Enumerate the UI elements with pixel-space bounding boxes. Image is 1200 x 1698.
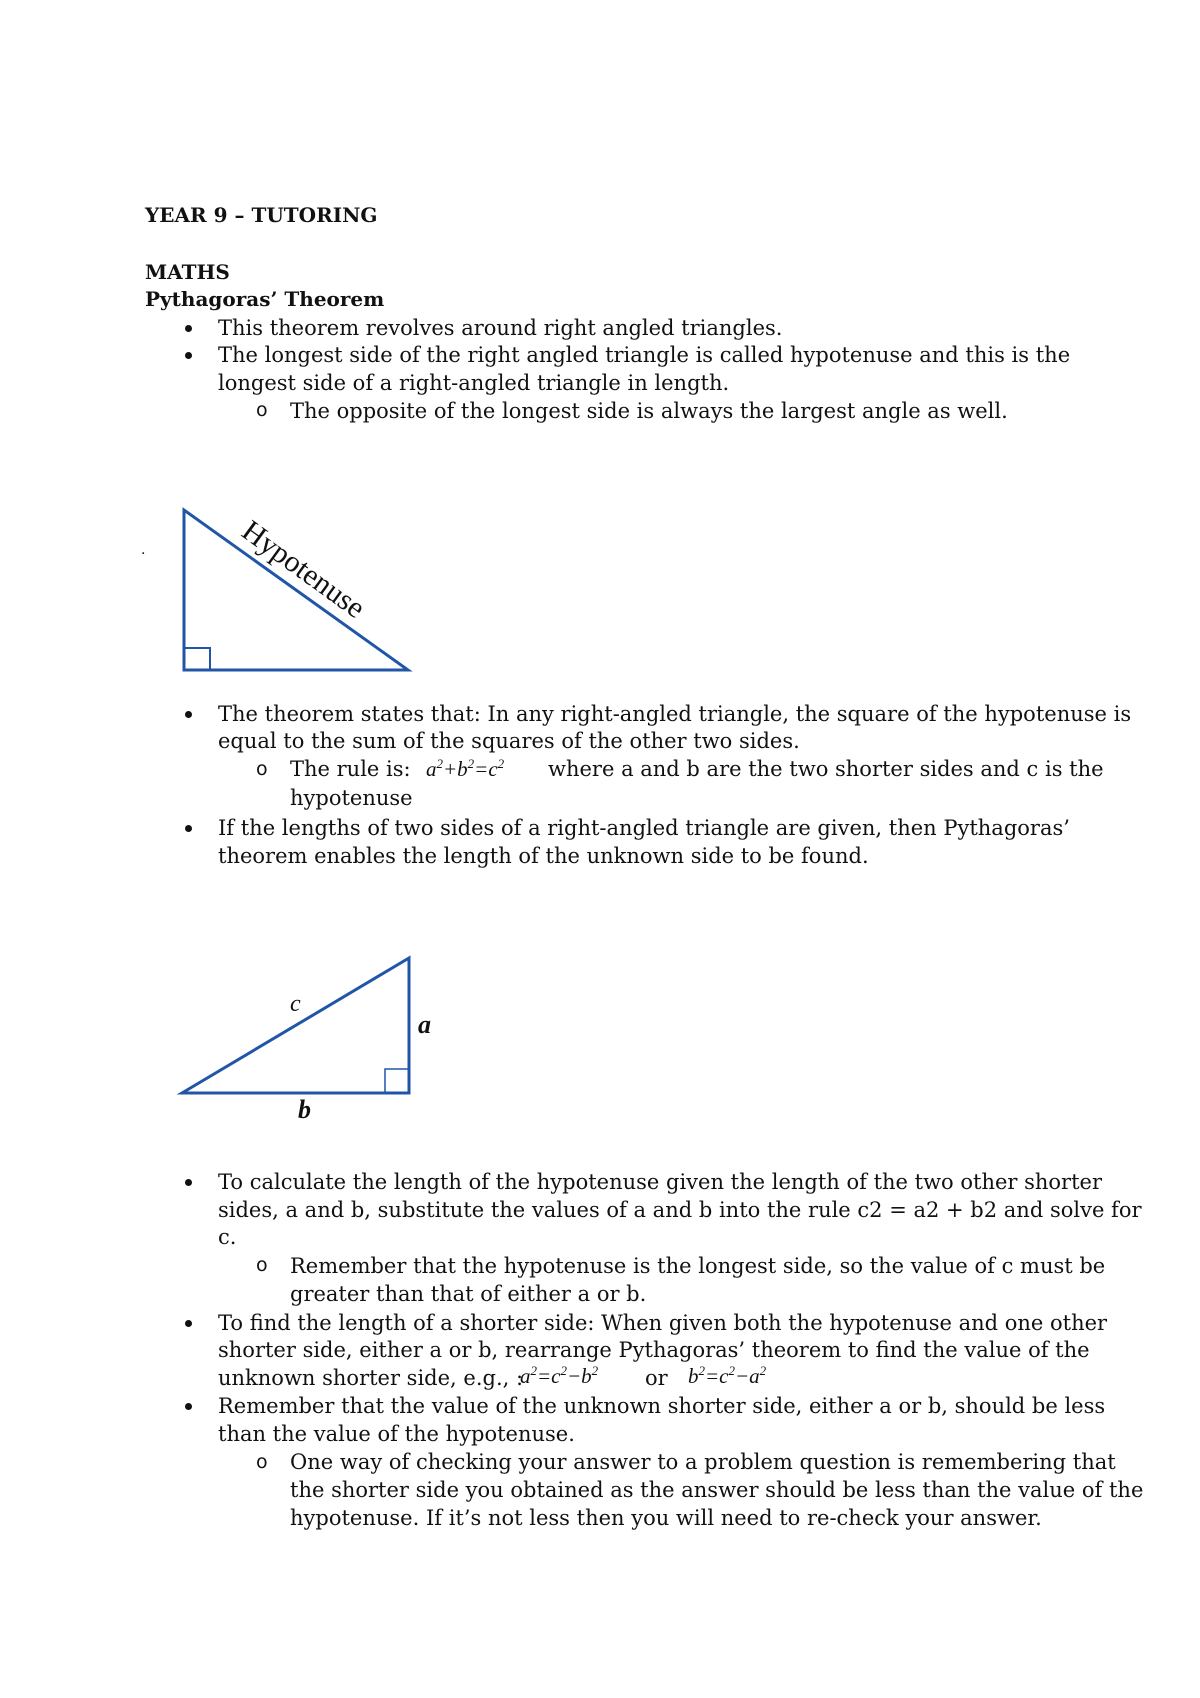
list-item-continuation: longest side of a right-angled triangle in length.	[218, 371, 730, 395]
or-connector: or	[645, 1366, 668, 1390]
list-item-continuation: shorter side, either a or b, rearrange Pythagoras’ theorem to find the value of the	[218, 1338, 1090, 1362]
stray-mark: .	[141, 542, 146, 558]
list-item-continuation: sides, a and b, substitute the values of a and b into the rule c2 = a2 + b2 and solve for	[218, 1198, 1142, 1222]
sub-bullet-icon: o	[256, 1254, 268, 1276]
document-title: YEAR 9 – TUTORING	[145, 203, 378, 227]
sub-list-item: The rule is:	[290, 757, 411, 781]
list-item: The longest side of the right angled triangle is called hypotenuse and this is the	[218, 343, 1071, 367]
list-item: To calculate the length of the hypotenuse given the length of the two other shorter	[218, 1170, 1102, 1194]
sub-list-item-continuation: the shorter side you obtained as the answer should be less than the value of the	[290, 1478, 1144, 1502]
list-item: The theorem states that: In any right-angled triangle, the square of the hypotenuse is	[218, 702, 1132, 726]
list-item: This theorem revolves around right angled triangles.	[218, 316, 783, 340]
list-item: Remember that the value of the unknown shorter side, either a or b, should be less	[218, 1394, 1106, 1418]
sub-list-item: One way of checking your answer to a problem question is remembering that	[290, 1450, 1116, 1474]
bullet-icon	[185, 1179, 192, 1186]
list-item-continuation: c.	[218, 1225, 237, 1249]
sub-list-item-continuation: greater than that of either a or b.	[290, 1282, 647, 1306]
sub-list-item: Remember that the hypotenuse is the longest side, so the value of c must be	[290, 1254, 1106, 1278]
sub-list-item: The opposite of the longest side is always the largest angle as well.	[290, 399, 1008, 423]
topic-heading: Pythagoras’ Theorem	[145, 287, 385, 311]
sub-bullet-icon: o	[256, 399, 268, 421]
right-angle-marker	[385, 1069, 409, 1093]
subject-heading: MATHS	[145, 260, 230, 284]
list-item-continuation: than the value of the hypotenuse.	[218, 1422, 575, 1446]
side-b-label: b	[298, 1095, 311, 1124]
sub-list-item-suffix: where a and b are the two shorter sides and c is the	[548, 757, 1104, 781]
hypotenuse-label: Hypotenuse	[235, 513, 372, 625]
list-item: To find the length of a shorter side: When given both the hypotenuse and one other	[218, 1311, 1108, 1335]
triangle-outline	[182, 958, 409, 1093]
sub-list-item-continuation: hypotenuse. If it’s not less then you will need to re-check your answer.	[290, 1506, 1042, 1530]
list-item: If the lengths of two sides of a right-angled triangle are given, then Pythagoras’	[218, 816, 1070, 840]
shorter-side-equation-a: $a^2=c^2-b^2$	[520, 1363, 599, 1388]
side-a-label: a	[418, 1010, 431, 1039]
list-item-continuation: theorem enables the length of the unknown side to be found.	[218, 844, 869, 868]
sub-list-item-continuation: hypotenuse	[290, 786, 413, 810]
shorter-side-equation-b: $b^2=c^2-a^2$	[688, 1363, 767, 1388]
list-item-continuation: equal to the sum of the squares of the other two sides.	[218, 729, 800, 753]
sub-bullet-icon: o	[256, 1451, 268, 1473]
list-item-continuation: unknown shorter side, e.g., :	[218, 1366, 524, 1390]
side-c-label: c	[290, 991, 301, 1017]
bullet-icon	[185, 1320, 192, 1327]
sub-bullet-icon: o	[256, 758, 268, 780]
pythagoras-rule-equation: $a^2+b^2=c^2$	[426, 756, 505, 781]
bullet-icon	[185, 1403, 192, 1410]
